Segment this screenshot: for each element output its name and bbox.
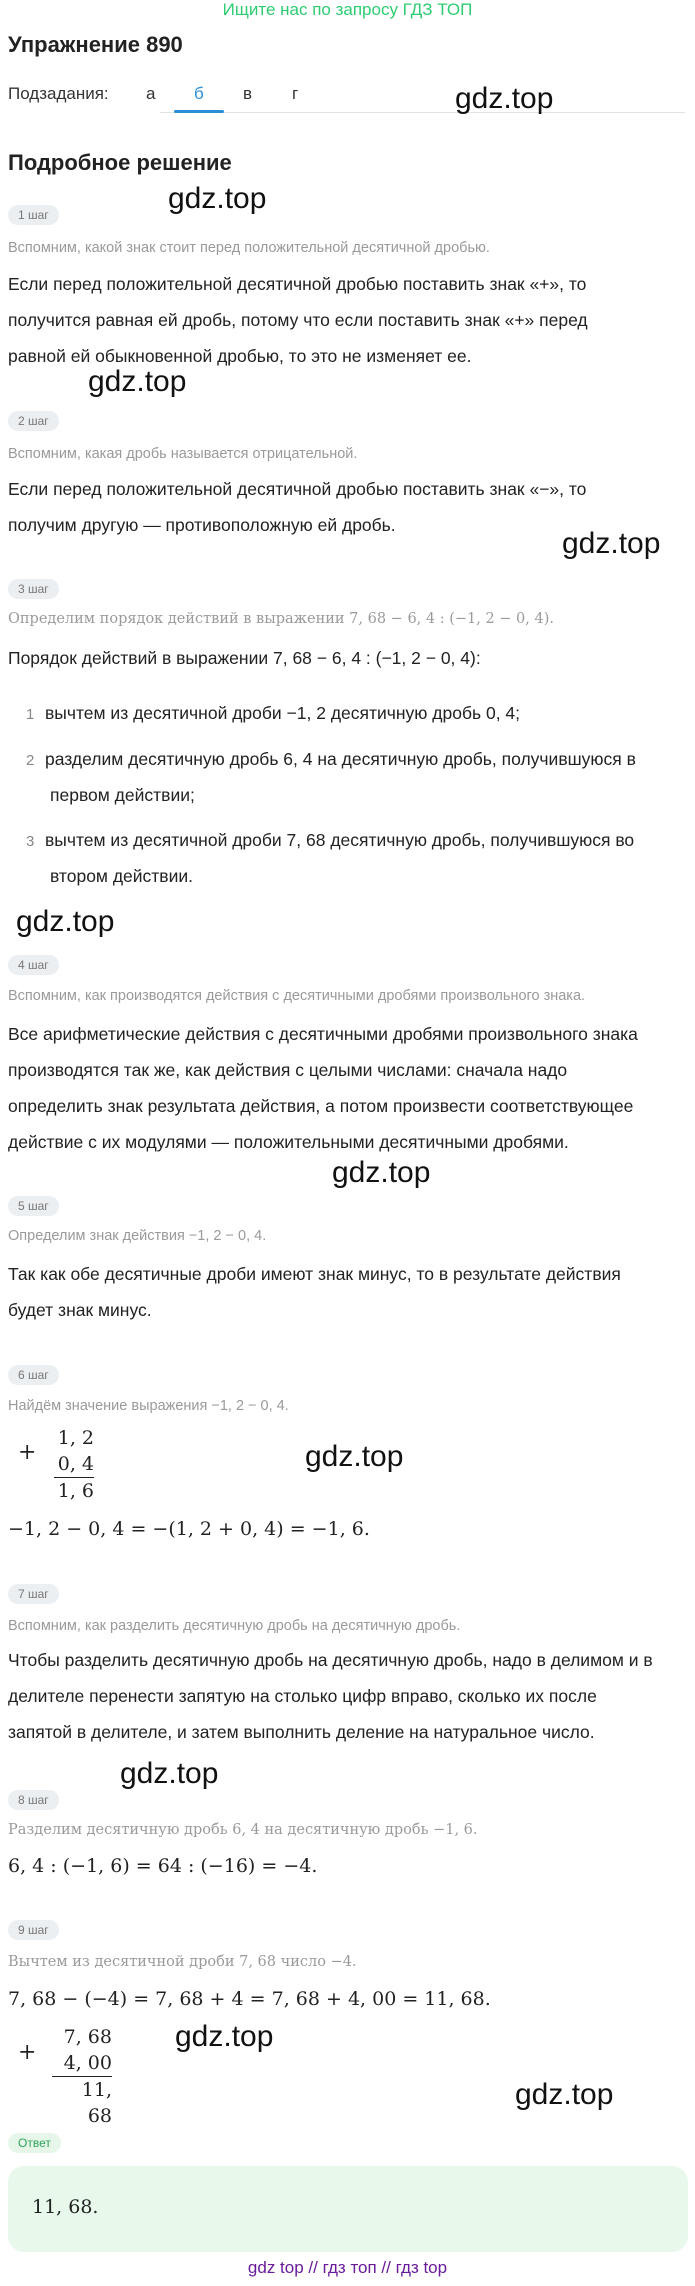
step-badge: 3 шаг bbox=[8, 579, 59, 599]
step-text: Все арифметические действия с десятичными дробями произвольного знака производятся так же, как действия с целыми числами: сначала надо определить знак результата действия, а потом произвести соответствующее действие с их модулями — положительными десятичными дробями. bbox=[8, 1024, 638, 1152]
step-text: Порядок действий в выражении 7, 68 − 6, 4 : (−1, 2 − 0, 4): bbox=[8, 648, 481, 668]
watermark: gdz.top bbox=[562, 527, 661, 560]
step-hint: Определим порядок действий в выражении 7, 68 − 6, 4 : (−1, 2 − 0, 4). bbox=[8, 611, 554, 627]
step-badge: 6 шаг bbox=[8, 1365, 59, 1385]
step-text: Так как обе десятичные дроби имеют знак минус, то в результате действия будет знак минус. bbox=[8, 1264, 621, 1320]
list-item-number: 1 bbox=[26, 706, 35, 723]
step-badge: 2 шаг bbox=[8, 411, 59, 431]
watermark: gdz.top bbox=[332, 1156, 431, 1189]
top-banner[interactable]: Ищите нас по запросу ГДЗ ТОП bbox=[222, 0, 473, 19]
footer-links[interactable]: gdz top // гдз топ // гдз top bbox=[247, 2258, 448, 2277]
watermark: gdz.top bbox=[305, 1440, 404, 1473]
step-hint: Вспомним, какой знак стоит перед положительной десятичной дробью. bbox=[8, 240, 490, 256]
step-badge: 8 шаг bbox=[8, 1790, 59, 1810]
step-text: Если перед положительной десятичной дробью поставить знак «−», то получим другую — противоположную ей дробь. bbox=[8, 479, 587, 535]
list-item: вычтем из десятичной дроби 7, 68 десятичную дробь, получившуюся во втором действии. bbox=[45, 830, 635, 886]
watermark: gdz.top bbox=[455, 82, 554, 115]
answer-box bbox=[8, 2166, 688, 2252]
step-hint: Вспомним, как разделить десятичную дробь на десятичную дробь. bbox=[8, 1618, 461, 1634]
step-badge: 5 шаг bbox=[8, 1196, 59, 1216]
watermark: gdz.top bbox=[88, 365, 187, 398]
column-addition: 1, 2 0, 4 1, 6 bbox=[54, 1425, 94, 1504]
step-badge: 9 шаг bbox=[8, 1920, 59, 1940]
step-badge: 7 шаг bbox=[8, 1584, 59, 1604]
list-item: вычтем из десятичной дроби −1, 2 десятичную дробь 0, 4; bbox=[45, 703, 521, 723]
list-item-number: 2 bbox=[26, 752, 35, 769]
answer-value: 11, 68. bbox=[32, 2196, 99, 2218]
step-hint: Вспомним, какая дробь называется отрицательной. bbox=[8, 446, 358, 462]
equation: 6, 4 : (−1, 6) = 64 : (−16) = −4. bbox=[8, 1855, 318, 1877]
step-text: Если перед положительной десятичной дробью поставить знак «+», то получится равная ей дробь, потому что если поставить знак «+» перед равной ей обыкновенной дробью, то это не изменяет ее. bbox=[8, 274, 588, 366]
equation: 7, 68 − (−4) = 7, 68 + 4 = 7, 68 + 4, 00 = 11, 68. bbox=[8, 1988, 491, 2010]
step-hint: Вычтем из десятичной дроби 7, 68 число −4. bbox=[8, 1954, 357, 1970]
page-title: Упражнение 890 bbox=[8, 32, 183, 57]
watermark: gdz.top bbox=[175, 2020, 274, 2053]
section-title: Подробное решение bbox=[8, 150, 232, 175]
subtasks-label: Подзадания: bbox=[8, 84, 109, 103]
watermark: gdz.top bbox=[168, 182, 267, 215]
step-hint: Вспомним, как производятся действия с десятичными дробями произвольного знака. bbox=[8, 988, 586, 1004]
watermark: gdz.top bbox=[16, 905, 115, 938]
step-hint: Разделим десятичную дробь 6, 4 на десятичную дробь −1, 6. bbox=[8, 1822, 478, 1838]
column-addition: 7, 68 4, 00 11, 68 bbox=[52, 2024, 112, 2129]
active-tab-indicator bbox=[174, 110, 224, 113]
step-text: Чтобы разделить десятичную дробь на десятичную дробь, надо в делимом и в делителе перенести запятую на столько цифр вправо, сколько их после запятой в делителе, и затем выполнить деление на натуральное число. bbox=[8, 1650, 653, 1742]
equation: −1, 2 − 0, 4 = −(1, 2 + 0, 4) = −1, 6. bbox=[8, 1518, 370, 1540]
watermark: gdz.top bbox=[515, 2078, 614, 2111]
step-badge: 1 шаг bbox=[8, 205, 59, 225]
tab-a[interactable]: а bbox=[146, 84, 156, 103]
column-plus-sign: + bbox=[18, 1440, 37, 1465]
list-item: разделим десятичную дробь 6, 4 на десятичную дробь, получившуюся в первом действии; bbox=[45, 749, 636, 805]
step-badge: 4 шаг bbox=[8, 955, 59, 975]
tab-b[interactable]: б bbox=[194, 84, 204, 103]
step-hint: Определим знак действия −1, 2 − 0, 4. bbox=[8, 1228, 267, 1244]
answer-badge: Ответ bbox=[8, 2133, 61, 2153]
column-plus-sign: + bbox=[18, 2040, 37, 2065]
step-hint: Найдём значение выражения −1, 2 − 0, 4. bbox=[8, 1398, 289, 1414]
tab-g[interactable]: г bbox=[292, 84, 299, 103]
tab-v[interactable]: в bbox=[243, 84, 253, 103]
list-item-number: 3 bbox=[26, 833, 35, 850]
watermark: gdz.top bbox=[120, 1757, 219, 1790]
tabs-divider bbox=[160, 112, 685, 113]
